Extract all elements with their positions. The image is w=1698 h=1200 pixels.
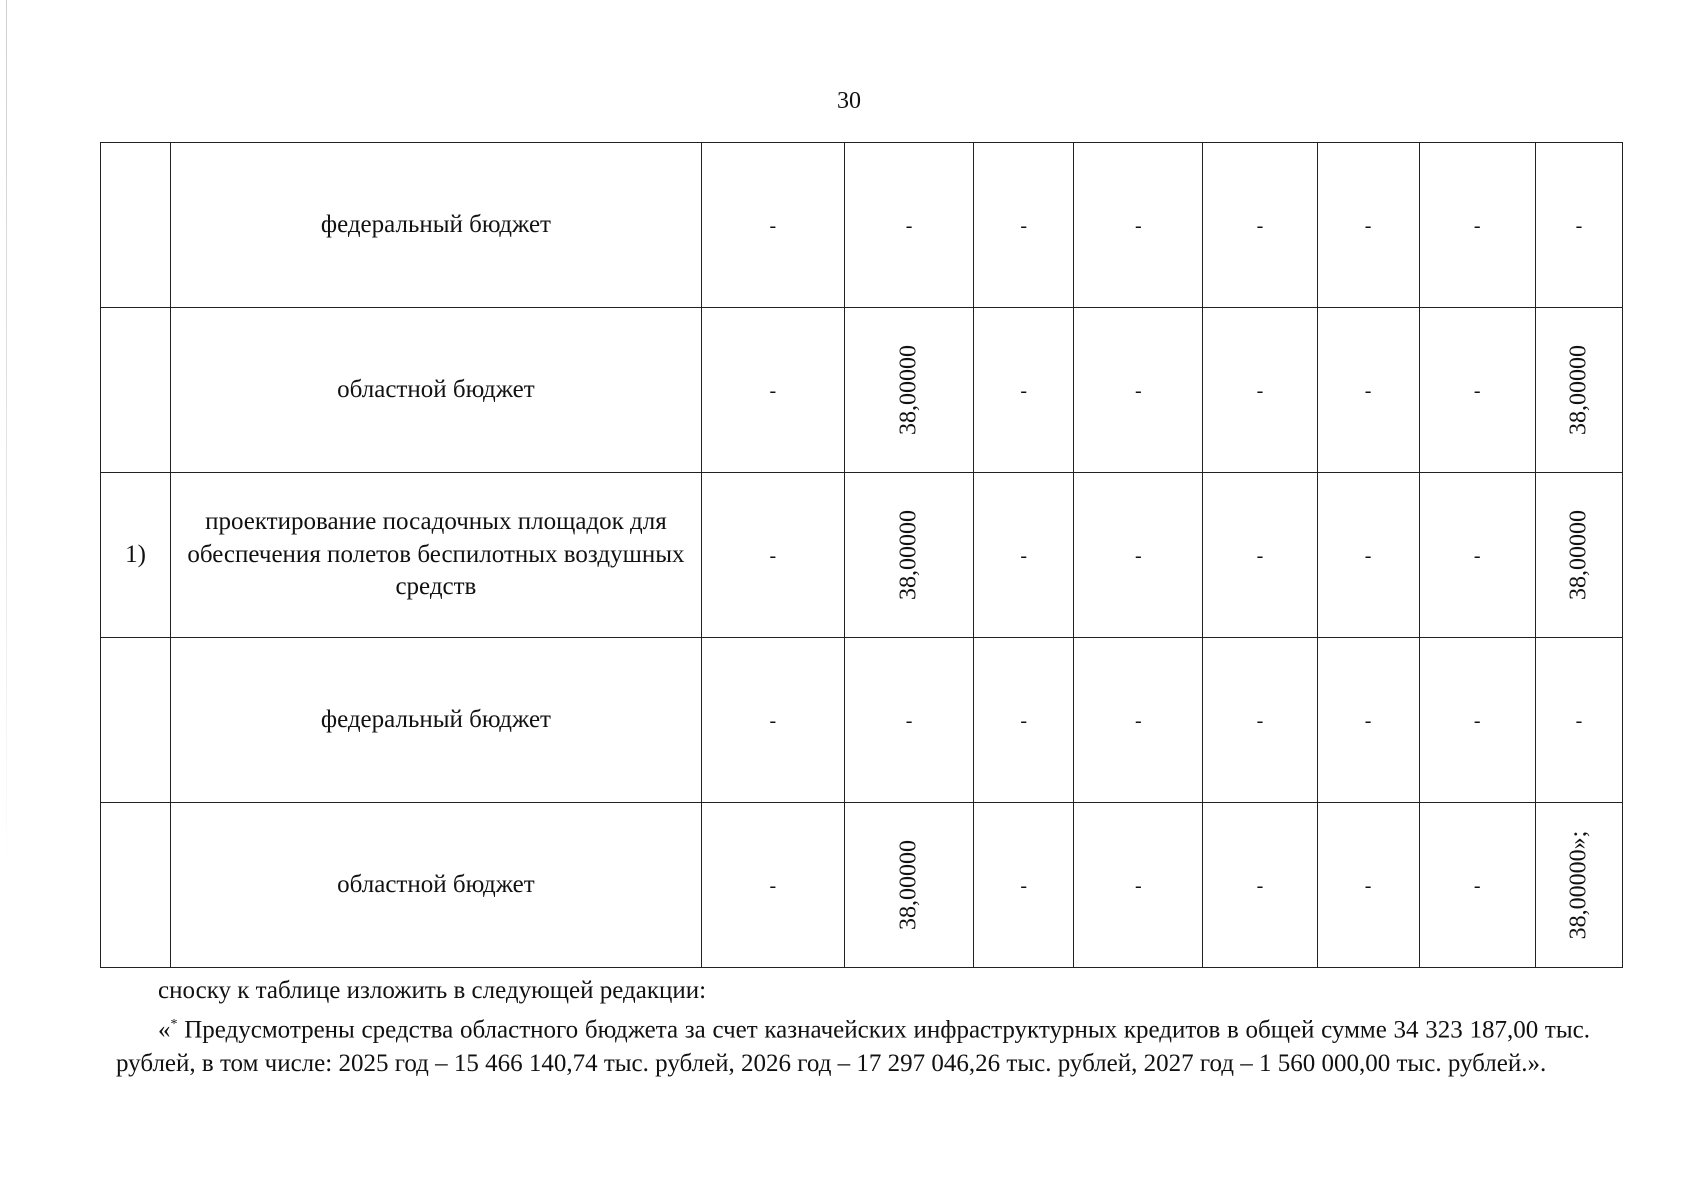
empty-value-dash: - [1256,709,1264,732]
empty-value-dash: - [1134,874,1142,897]
value-text: 38,00000 [895,510,922,600]
page-number: 30 [837,88,861,114]
value-cell [1074,473,1203,638]
value-cell [1419,473,1535,638]
value-cell [1535,143,1622,308]
budget-table [100,142,1623,968]
value-cell [1203,308,1317,473]
footnote-open-quote: « [158,1016,171,1044]
empty-value-dash: - [1020,709,1027,732]
empty-value-dash: - [1256,379,1264,402]
value-cell [844,308,973,473]
value-text: 38,00000 [1565,510,1592,600]
value-cell [1074,638,1203,803]
empty-value-dash: - [1134,379,1142,402]
row-name-cell: областной бюджет [171,308,702,473]
value-text: 38,00000 [895,345,922,435]
value-cell [1419,143,1535,308]
value-cell [701,473,844,638]
value-cell [1074,308,1203,473]
empty-value-dash: - [1364,214,1372,237]
row-name-cell: проектирование посадочных площадок для обеспечения полетов беспилотных воздушных средств [171,473,702,638]
value-cell [974,803,1074,968]
value-text: 38,00000 [895,840,922,930]
row-number-cell: 1) [101,473,171,638]
value-cell [701,638,844,803]
value-cell [1419,638,1535,803]
value-cell [1074,143,1203,308]
value-text: 38,00000 [1565,345,1592,435]
value-cell [1535,473,1622,638]
scan-edge-line [6,0,7,880]
value-cell [1317,308,1419,473]
value-cell [1535,803,1622,968]
row-number-cell [101,638,171,803]
footnote-text [116,1008,1590,1081]
value-cell [701,308,844,473]
empty-value-dash: - [1020,214,1027,237]
empty-value-dash: - [1575,709,1583,732]
value-cell [1203,473,1317,638]
value-cell [1419,308,1535,473]
footnote-intro: сноску к таблице изложить в следующей редакции: [158,977,707,1004]
empty-value-dash: - [1364,544,1372,567]
empty-value-dash: - [905,709,913,732]
empty-value-dash: - [1256,544,1264,567]
row-number-cell [101,803,171,968]
value-cell [844,803,973,968]
value-cell [974,638,1074,803]
value-text: 38,00000»; [1565,830,1592,940]
value-cell [1317,638,1419,803]
value-cell [974,308,1074,473]
empty-value-dash: - [769,544,777,567]
empty-value-dash: - [1364,379,1372,402]
empty-value-dash: - [1575,214,1583,237]
empty-value-dash: - [1020,379,1027,402]
value-cell [974,473,1074,638]
table-body [101,143,1623,968]
value-cell [844,143,973,308]
footnote-marker: * [170,1017,178,1032]
empty-value-dash: - [1473,544,1481,567]
table-row [101,638,1623,803]
empty-value-dash: - [1364,874,1372,897]
row-number-cell [101,143,171,308]
empty-value-dash: - [769,214,777,237]
value-cell [844,473,973,638]
value-cell [1317,803,1419,968]
value-cell [1317,143,1419,308]
empty-value-dash: - [769,379,777,402]
row-number-cell [101,308,171,473]
empty-value-dash: - [1473,874,1481,897]
empty-value-dash: - [1473,214,1481,237]
empty-value-dash: - [1134,544,1142,567]
value-cell [1203,638,1317,803]
table-row [101,143,1623,308]
table-row [101,308,1623,473]
empty-value-dash: - [1473,709,1481,732]
empty-value-dash: - [1473,379,1481,402]
table-row [101,803,1623,968]
row-name-cell: федеральный бюджет [171,143,702,308]
value-cell [701,803,844,968]
empty-value-dash: - [1020,874,1027,897]
empty-value-dash: - [1020,544,1027,567]
footnote-body: Предусмотрены средства областного бюджета за счет казначейских инфраструктурных кредитов в общей сумме 34 323 187,00 тыс. рублей, в том числе: 2025 год – 15 466 140,74 тыс. рублей, 2026 год – 17 297 046,26 тыс. рублей, 2027 год – 1 560 000,00 тыс. рублей.». [116,1016,1590,1078]
value-cell [844,638,973,803]
empty-value-dash: - [1364,709,1372,732]
row-name-cell: федеральный бюджет [171,638,702,803]
empty-value-dash: - [1134,709,1142,732]
empty-value-dash: - [769,709,777,732]
value-cell [1074,803,1203,968]
value-cell [701,143,844,308]
value-cell [1203,803,1317,968]
empty-value-dash: - [1256,214,1264,237]
value-cell [1317,473,1419,638]
empty-value-dash: - [905,214,913,237]
empty-value-dash: - [769,874,777,897]
row-name-cell: областной бюджет [171,803,702,968]
value-cell [1419,803,1535,968]
value-cell [1535,308,1622,473]
empty-value-dash: - [1134,214,1142,237]
value-cell [1535,638,1622,803]
table-row [101,473,1623,638]
value-cell [974,143,1074,308]
value-cell [1203,143,1317,308]
empty-value-dash: - [1256,874,1264,897]
